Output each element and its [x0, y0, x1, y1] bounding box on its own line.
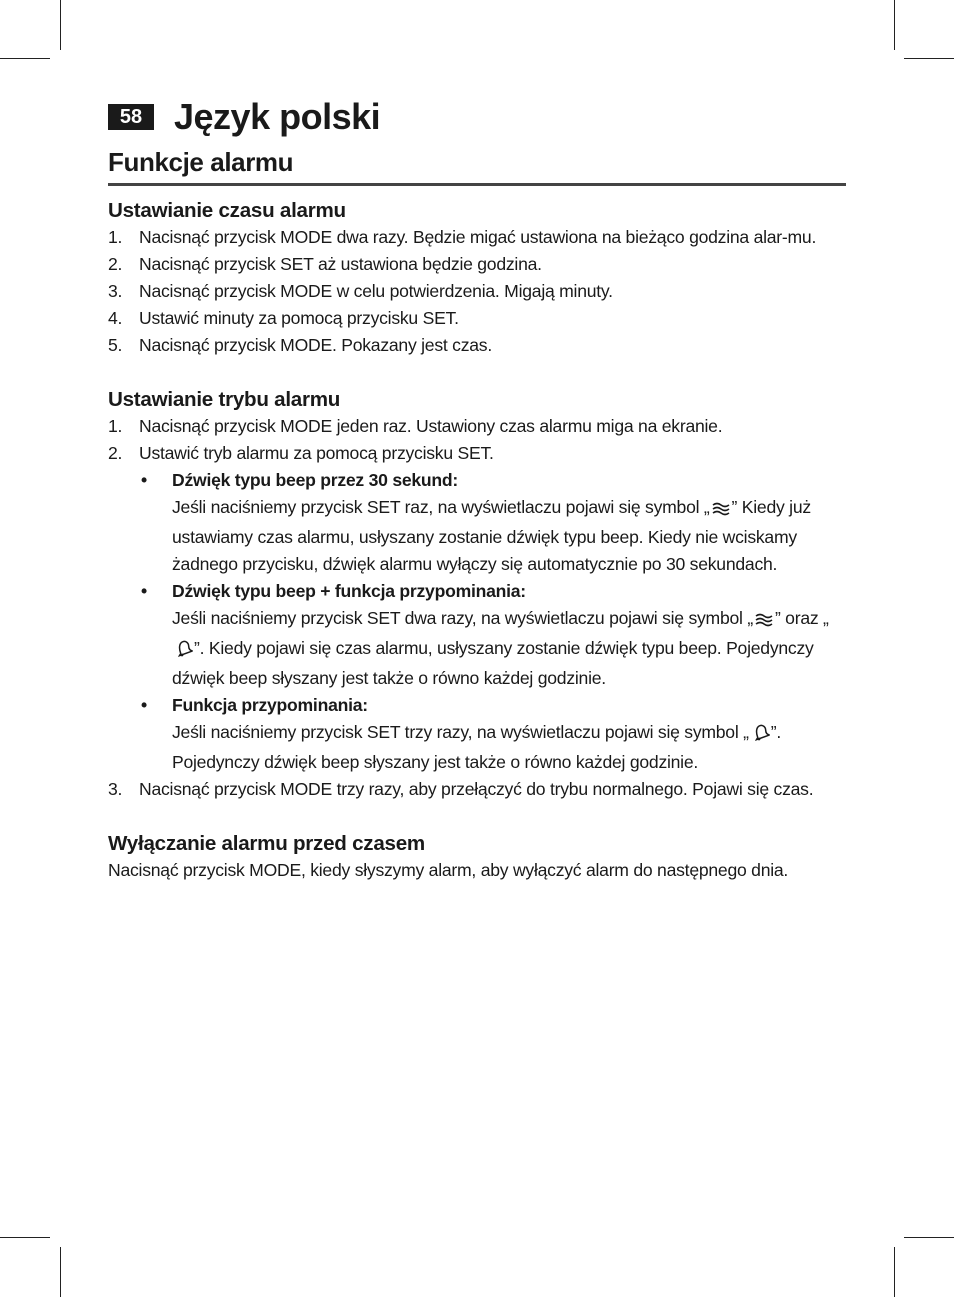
page-content: [108, 197, 846, 884]
list-item: 2. Ustawić tryb alarmu za pomocą przycisku SET. • Dźwięk typu beep przez 30 sekund: Jeśli naciśniemy przycisk SET raz, na wyświetlaczu pojawi się symbol „ ” Kiedy już ustawiamy czas alarmu, usłyszany zostanie dźwięk typu beep. Kiedy nie wciskamy żadnego przycisku, dźwięk alarmu wyłączy się automatycznie po 30 sekundach. • Dźwięk typu beep + funkcja przypominania: Jeśli naciśniemy przycisk SET dwa razy, na wyświetlaczu pojawi się symbol „ ” oraz „”. Kiedy pojawi się czas alarmu, usłyszany zostanie dźwięk typu beep. Pojedynczy dźwięk beep słyszany jest także o równo każdej godzinie. • Funkcja przypominania: Jeśli naciśniemy przycisk SET trzy razy, na wyświetlaczu pojawi się symbol „ ”. Pojedynczy dźwięk beep słyszany jest także o równo każdej godzinie.: [108, 440, 846, 776]
bell-icon: [750, 722, 770, 749]
beep-waves-icon: [754, 608, 774, 635]
list-item: 2. Nacisnąć przycisk SET aż ustawiona będzie godzina.: [108, 254, 542, 274]
beep-waves-icon: [711, 497, 731, 524]
section-title: Funkcje alarmu: [108, 147, 294, 177]
list-item: 4. Ustawić minuty za pomocą przycisku SET.: [108, 308, 459, 328]
crop-mark: [894, 1247, 895, 1297]
crop-mark: [0, 58, 50, 59]
set-alarm-mode-steps: [108, 413, 846, 803]
set-alarm-time-heading: Ustawianie czasu alarmu: [108, 199, 346, 222]
alarm-mode-options: [139, 467, 846, 776]
crop-mark: [60, 1247, 61, 1297]
bell-icon: [173, 638, 193, 665]
bullet-title: Dźwięk typu beep + funkcja przypominania:: [172, 581, 526, 601]
page-number: 58: [108, 104, 154, 130]
crop-mark: [904, 58, 954, 59]
list-item: 1. Nacisnąć przycisk MODE dwa razy. Będzie migać ustawiona na bieżąco godzina alar-mu.: [108, 227, 817, 247]
crop-mark: [894, 0, 895, 50]
list-item: • Dźwięk typu beep przez 30 sekund: Jeśli naciśniemy przycisk SET raz, na wyświetlaczu pojawi się symbol „ ” Kiedy już ustawiamy czas alarmu, usłyszany zostanie dźwięk typu beep. Kiedy nie wciskamy żadnego przycisku, dźwięk alarmu wyłączy się automatycznie po 30 sekundach.: [139, 467, 846, 578]
bullet-title: Funkcja przypominania:: [172, 695, 368, 715]
set-alarm-mode-heading: Ustawianie trybu alarmu: [108, 388, 341, 411]
crop-mark: [0, 1237, 50, 1238]
list-item: 1. Nacisnąć przycisk MODE jeden raz. Ustawiony czas alarmu miga na ekranie.: [108, 416, 723, 436]
set-alarm-time-steps: [108, 224, 846, 359]
bullet-title: Dźwięk typu beep przez 30 sekund:: [172, 470, 459, 490]
crop-mark: [904, 1237, 954, 1238]
list-item: 3. Nacisnąć przycisk MODE trzy razy, aby przełączyć do trybu normalnego. Pojawi się czas.: [108, 779, 814, 799]
early-off-heading: Wyłączanie alarmu przed czasem: [108, 832, 425, 855]
language-title: Język polski: [174, 96, 381, 137]
section-divider: [108, 183, 846, 186]
crop-mark: [60, 0, 61, 50]
list-item: 3. Nacisnąć przycisk MODE w celu potwierdzenia. Migają minuty.: [108, 281, 613, 301]
list-item: 5. Nacisnąć przycisk MODE. Pokazany jest czas.: [108, 335, 492, 355]
early-off-text: Nacisnąć przycisk MODE, kiedy słyszymy alarm, aby wyłączyć alarm do następnego dnia.: [108, 860, 789, 880]
list-item: • Funkcja przypominania: Jeśli naciśniemy przycisk SET trzy razy, na wyświetlaczu pojawi się symbol „ ”. Pojedynczy dźwięk beep słyszany jest także o równo każdej godzinie.: [139, 692, 846, 776]
list-item: • Dźwięk typu beep + funkcja przypominania: Jeśli naciśniemy przycisk SET dwa razy, na wyświetlaczu pojawi się symbol „ ” oraz „”. Kiedy pojawi się czas alarmu, usłyszany zostanie dźwięk typu beep. Pojedynczy dźwięk beep słyszany jest także o równo każdej godzinie.: [139, 578, 846, 692]
